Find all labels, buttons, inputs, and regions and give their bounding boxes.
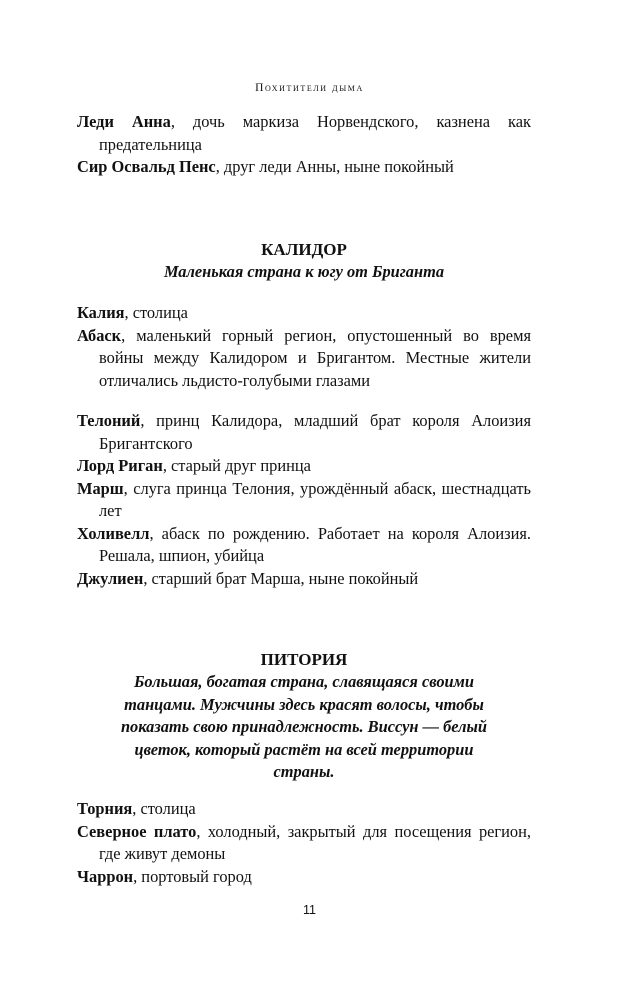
entry-text: , дочь маркиза Норвендского, казнена как предательница (99, 112, 531, 154)
entry-text: , холодный, закрытый для посещения регион, где живут демоны (99, 821, 531, 863)
entry-text: , старый друг принца (162, 456, 311, 475)
entry-marsh (77, 478, 531, 523)
entry-text: , маленький горный регион, опустошенный во время войны между Калидором и Бригантом. Местные жители отличались льдисто-голубыми глазами (99, 325, 531, 390)
section-title-pitoria: ПИТОРИЯ (260, 650, 348, 669)
kalidor-places (77, 302, 531, 392)
entry-charron (77, 866, 531, 889)
entry-text: , старший брат Марша, ныне покойный (143, 568, 419, 588)
entry-text: , друг леди Анны, ныне покойный (215, 157, 454, 176)
section-subtitle-kalidor: Маленькая страна к югу от Бриганта (163, 262, 445, 281)
entry-text: , портовый город (133, 866, 252, 886)
entry-name: Абаск (77, 325, 122, 345)
entry-text: , абаск по рождению. Работает на короля Алоизия. Решала, шпион, убийца (99, 523, 531, 565)
entry-name: Северное плато (77, 821, 197, 841)
entry-name: Торния (77, 799, 133, 818)
entry-name: Леди Анна (77, 112, 171, 131)
entry-text: , слуга принца Телония, урождённый абаск, шестнадцать лет (99, 478, 531, 520)
entry-abask (77, 325, 531, 393)
running-head: Похитители дыма (255, 82, 364, 94)
entry-julien (77, 568, 531, 591)
entry-name: Сир Освальд Пенс (77, 157, 216, 176)
entry-name: Лорд Риган (77, 456, 163, 475)
entry-holivell (77, 523, 531, 568)
entry-torniya (77, 798, 531, 821)
entry-text: , столица (124, 303, 188, 322)
entry-northern-plateau (77, 821, 531, 866)
section-subtitle-pitoria: Большая, богатая страна, славящаяся своими танцами. Мужчины здесь красят волосы, чтобы показать свою принадлежность. Виссун — белый цветок, который растёт на всей территории страны. (120, 672, 488, 781)
entry-telonij (77, 410, 531, 455)
entry-name: Марш (77, 478, 124, 498)
page-number: 11 (303, 903, 316, 917)
entry-name: Калия (77, 303, 125, 322)
entry-lord-rigan (77, 455, 531, 478)
entry-text: , принц Калидора, младший брат короля Алоизия Бригантского (99, 411, 531, 453)
entry-sir-oswald (77, 156, 531, 179)
entry-text: , столица (132, 799, 196, 818)
entry-name: Чаррон (77, 866, 134, 886)
kalidor-people (77, 410, 531, 590)
top-entries (77, 111, 531, 179)
entry-name: Телоний (77, 411, 141, 430)
section-title-kalidor: КАЛИДОР (261, 240, 347, 259)
entry-kaliya (77, 302, 531, 325)
pitoria-places (77, 798, 531, 888)
entry-name: Джулиен (77, 568, 144, 588)
entry-name: Холивелл (77, 523, 150, 543)
entry-lady-anna (77, 111, 531, 156)
